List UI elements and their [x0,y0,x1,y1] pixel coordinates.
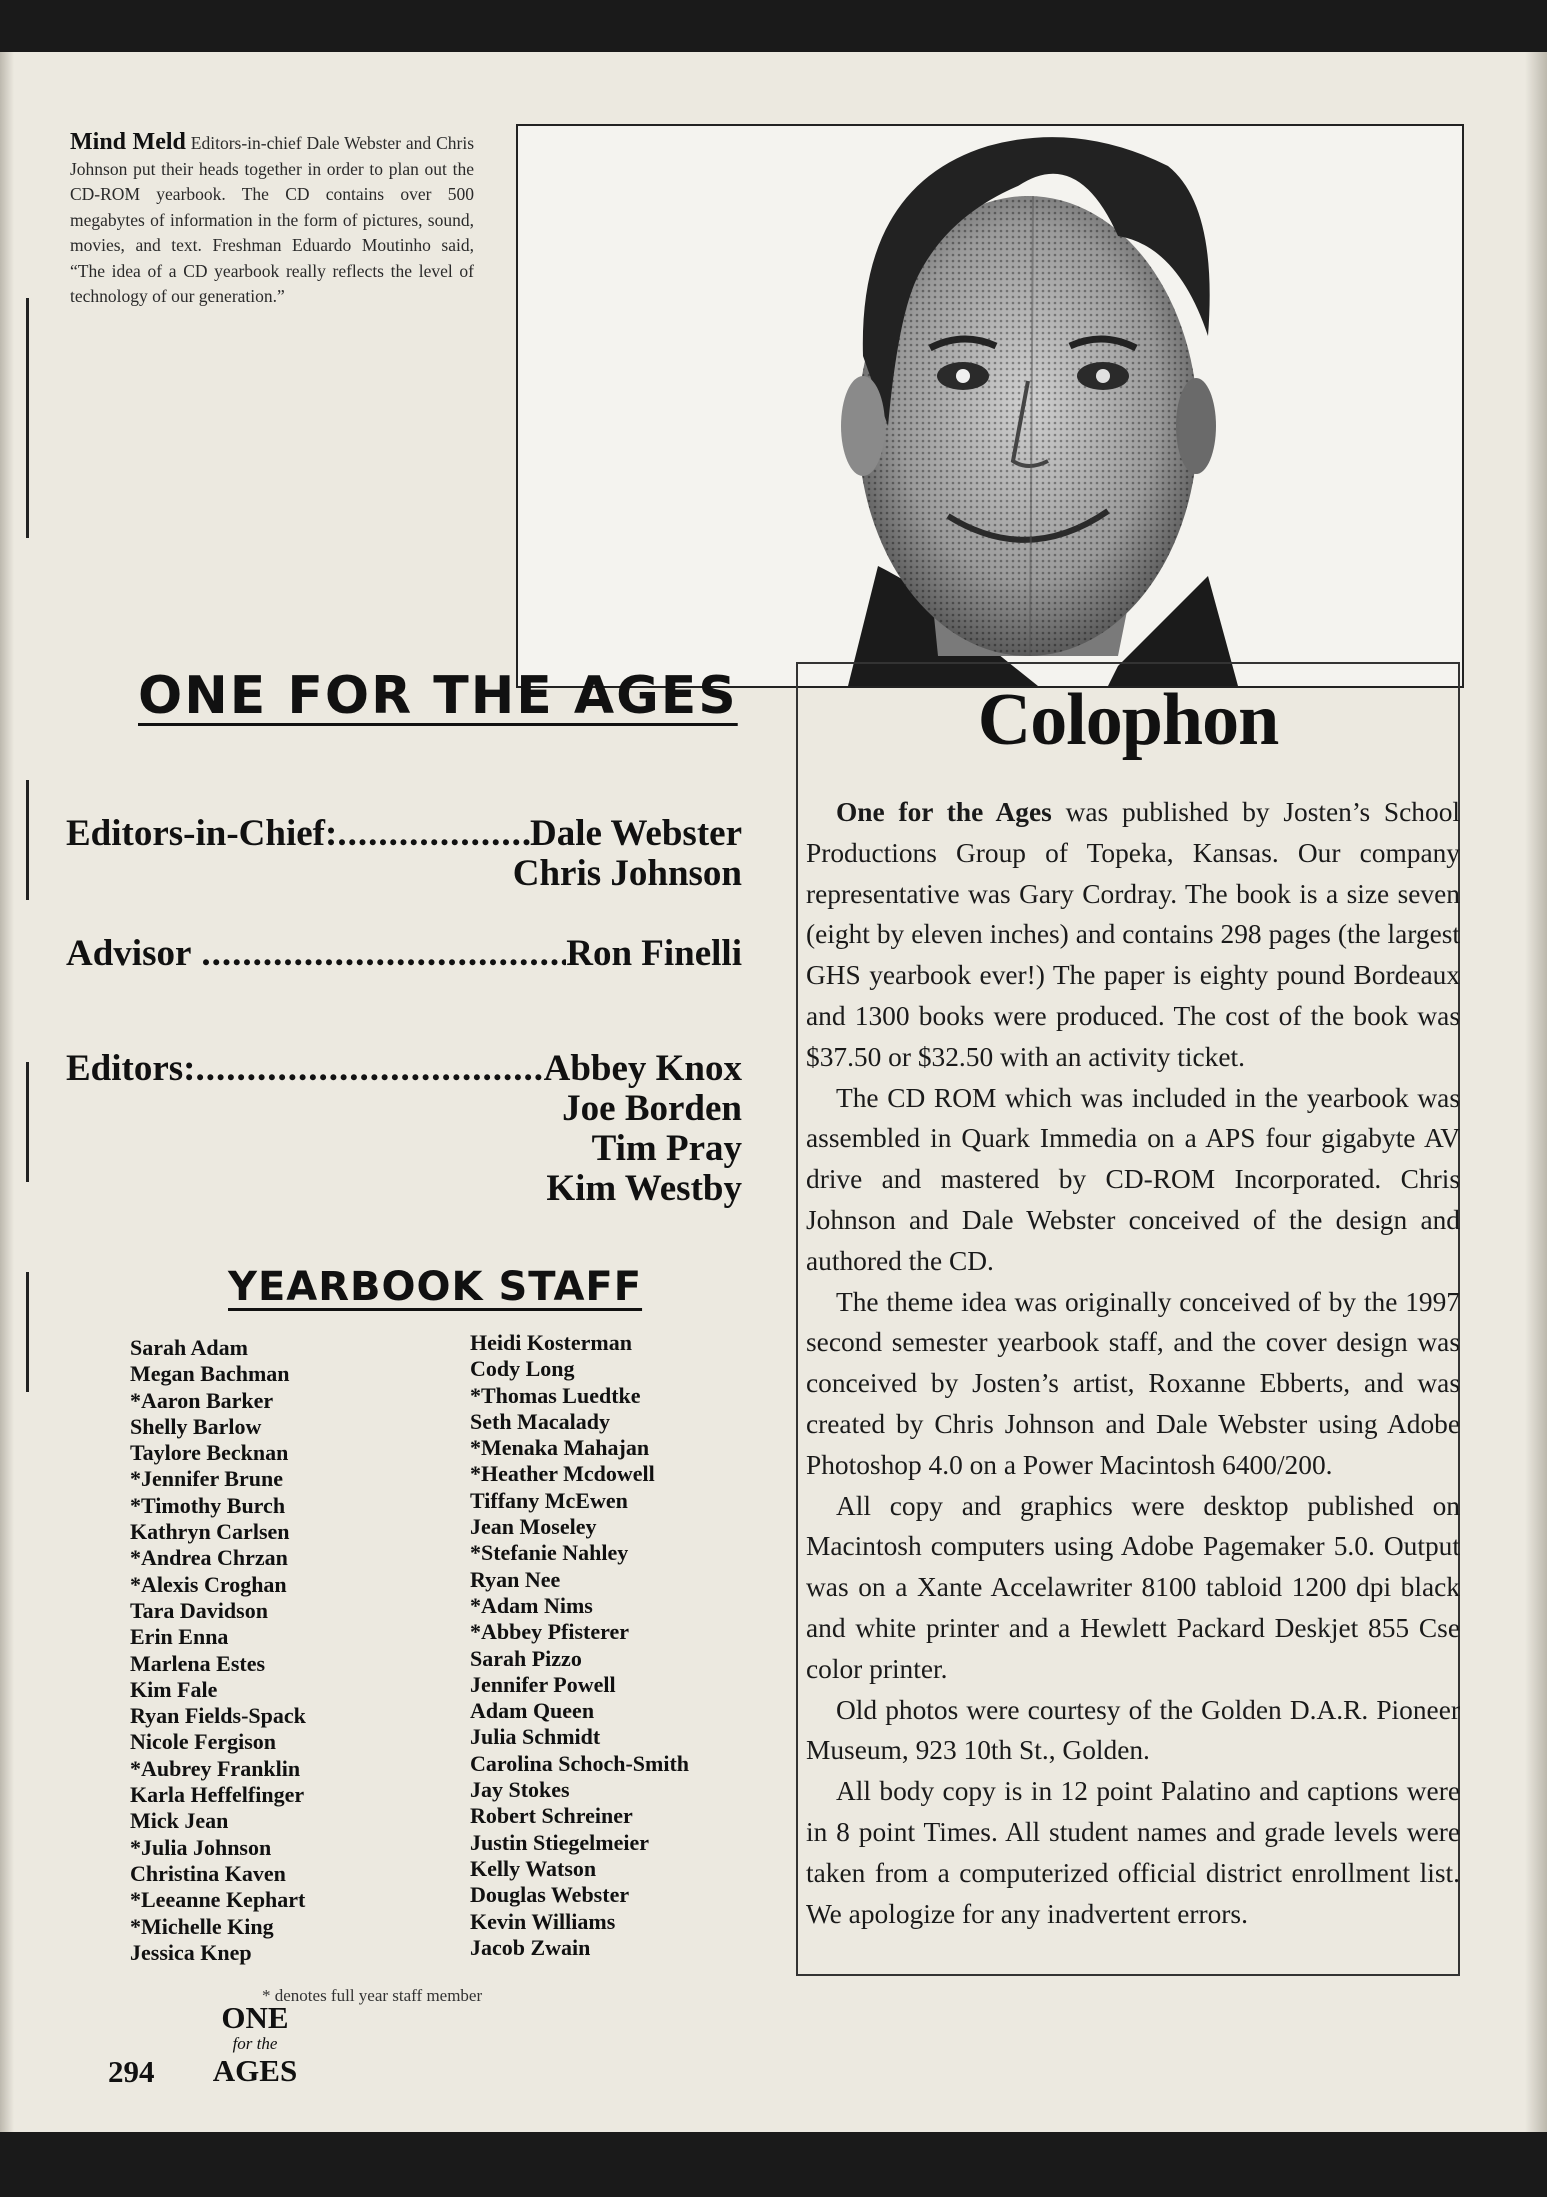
staff-list-column-2 [470,1330,689,1961]
staff-member: *Jennifer Brune [130,1466,283,1492]
editors-photo [516,124,1464,688]
staff-note: * denotes full year staff member [262,1986,483,2005]
staff-member: Jean Moseley [470,1514,597,1540]
staff-member: Marlena Estes [130,1650,266,1676]
staff-member: Jennifer Powell [470,1671,616,1697]
staff-member: *Adam Nims [470,1592,593,1618]
logo-top: ONE [221,2000,289,2035]
staff-member: *Stefanie Nahley [470,1540,629,1566]
logo-bottom: AGES [212,2053,298,2088]
staff-member: Kathryn Carlsen [130,1519,290,1545]
staff-member: *Alexis Croghan [130,1571,287,1597]
spine-mark [26,1272,29,1392]
advisor-name: Ron Finelli [566,933,742,974]
yearbook-page [0,52,1547,2132]
staff-member: Heidi Kosterman [470,1330,632,1355]
staff-member: *Leeanne Kephart [130,1887,306,1913]
staff-member: Jay Stokes [470,1777,570,1803]
staff-member: Sarah Pizzo [470,1645,582,1671]
editors-in-chief-label: Editors-in-Chief: [66,813,338,854]
staff-member: Karla Heffelfinger [130,1782,305,1808]
book-title: ONE FOR THE AGES [138,666,738,726]
book-logo [210,2002,300,2086]
staff-member: Adam Queen [470,1698,595,1724]
staff-member: Kim Fale [130,1676,218,1702]
logo-mid: for the [232,2034,278,2053]
staff-member: *Abbey Pfisterer [470,1619,630,1645]
staff-member: *Michelle King [130,1913,274,1939]
advisor-label: Advisor [66,933,192,974]
colophon-paragraph: The theme idea was originally conceived of by the 1997 second semester yearbook staff, and the cover design was conceived by Josten’s artist, Roxanne Ebberts, and was created by Chris Johnson and Dale Webster using Adobe Photoshop 4.0 on a Power Macintosh 6400/200. [806,1286,1460,1480]
advisor-row [66,932,742,975]
colophon-paragraph: All body copy is in 12 point Palatino and captions were in 8 point Times. All student names and grade levels were taken from a computerized official district enrollment list. We apologize for any inadvertent errors. [806,1776,1460,1929]
staff-member: Robert Schreiner [470,1803,633,1829]
staff-member: Jacob Zwain [470,1934,591,1960]
photo-caption [70,130,474,310]
editor-in-chief-name: Dale Webster [529,813,742,854]
staff-member: Ryan Nee [470,1566,561,1592]
colophon-paragraph [806,792,1460,1078]
staff-member: Megan Bachman [130,1361,290,1387]
staff-member: Douglas Webster [470,1882,630,1908]
page-number: 294 [108,2054,155,2089]
colophon-text: was published by Josten’s School Productions Group of Topeka, Kansas. Our company representative was Gary Cordray. The book is a size seven (eight by eleven inches) and contains 298 pages (the largest GHS yearbook ever!) The paper is eighty pound Bordeaux and 1300 books were produced. The cost of the book was $37.50 or $32.50 with an activity ticket. [806,797,1460,1072]
editors-in-chief-row [66,812,742,855]
editor-in-chief-name: Chris Johnson [512,853,742,894]
colophon-paragraph: The CD ROM which was included in the yearbook was assembled in Quark Immedia on a APS four gigabyte AV drive and mastered by CD-ROM Incorporated. Chris Johnson and Dale Webster conceived of the design and authored the CD. [806,1082,1460,1276]
colophon-title: Colophon [977,679,1279,761]
leader-dots [337,812,530,855]
colophon-lead: One for the Ages [836,797,1052,827]
staff-member: Justin Stiegelmeier [470,1829,650,1855]
colophon-box [796,662,1460,1976]
staff-member: *Heather Mcdowell [470,1461,655,1487]
editor-name: Joe Borden [562,1088,742,1129]
staff-member: Jessica Knep [130,1939,252,1965]
editor-name: Kim Westby [546,1168,742,1209]
staff-member: *Aaron Barker [130,1387,274,1413]
editors-row [66,1047,742,1090]
staff-member: *Julia Johnson [130,1834,272,1860]
staff-member: Christina Kaven [130,1860,286,1886]
staff-member: *Andrea Chrzan [130,1545,288,1571]
staff-member: Carolina Schoch-Smith [470,1750,690,1776]
colophon-paragraph: Old photos were courtesy of the Golden D.A.R. Pioneer Museum, 923 10th St., Golden. [806,1694,1460,1766]
staff-member: *Thomas Luedtke [470,1382,641,1408]
spine-mark [26,780,29,900]
staff-member: Cody Long [470,1356,575,1382]
spine-mark [26,1062,29,1182]
staff-member: Erin Enna [130,1624,229,1650]
colophon-body [806,792,1460,1934]
caption-lead: Mind Meld [70,129,186,155]
caption-text: Editors-in-chief Dale Webster and Chris Johnson put their heads together in order to plan out the CD-ROM yearbook. The CD contains over 500 megabytes of information in the form of pictures, sound, movies, and text. Freshman Eduardo Moutinho said, “The idea of a CD yearbook really reflects the level of technology of our generation.” [70,133,474,306]
staff-member: Mick Jean [130,1808,229,1834]
yearbook-staff-title: YEARBOOK STAFF [228,1264,643,1310]
merged-face-photo [518,126,1462,686]
staff-member: Nicole Fergison [130,1729,277,1755]
leader-dots [191,932,566,975]
spine-mark [26,298,29,538]
staff-member: *Menaka Mahajan [470,1435,650,1461]
page-right-edge [1525,52,1547,2132]
staff-member: Tiffany McEwen [470,1487,628,1513]
staff-member: Taylore Becknan [130,1440,289,1466]
editor-name: Tim Pray [591,1128,742,1169]
staff-member: Ryan Fields-Spack [130,1703,306,1729]
staff-member: Shelly Barlow [130,1413,262,1439]
staff-member: *Aubrey Franklin [130,1755,301,1781]
colophon-paragraph: All copy and graphics were desktop published on Macintosh computers using Adobe Pagemaker 5.0. Output was on a Xante Accelawriter 8100 tabloid 1200 dpi black and white printer and a Hewlett Packard Deskjet 855 Cse color printer. [806,1490,1460,1684]
staff-member: Julia Schmidt [470,1724,601,1750]
staff-member: Sarah Adam [130,1335,248,1360]
editor-name: Abbey Knox [543,1048,742,1089]
staff-member: Kelly Watson [470,1855,597,1881]
staff-member: Tara Davidson [130,1597,268,1623]
staff-member: Kevin Williams [470,1908,616,1934]
staff-list-column-1 [130,1335,306,1966]
editors-label: Editors: [66,1048,196,1089]
staff-member: *Timothy Burch [130,1492,286,1518]
staff-member: Seth Macalady [470,1408,610,1434]
page-spine-shadow [0,52,14,2132]
leader-dots [196,1047,544,1090]
